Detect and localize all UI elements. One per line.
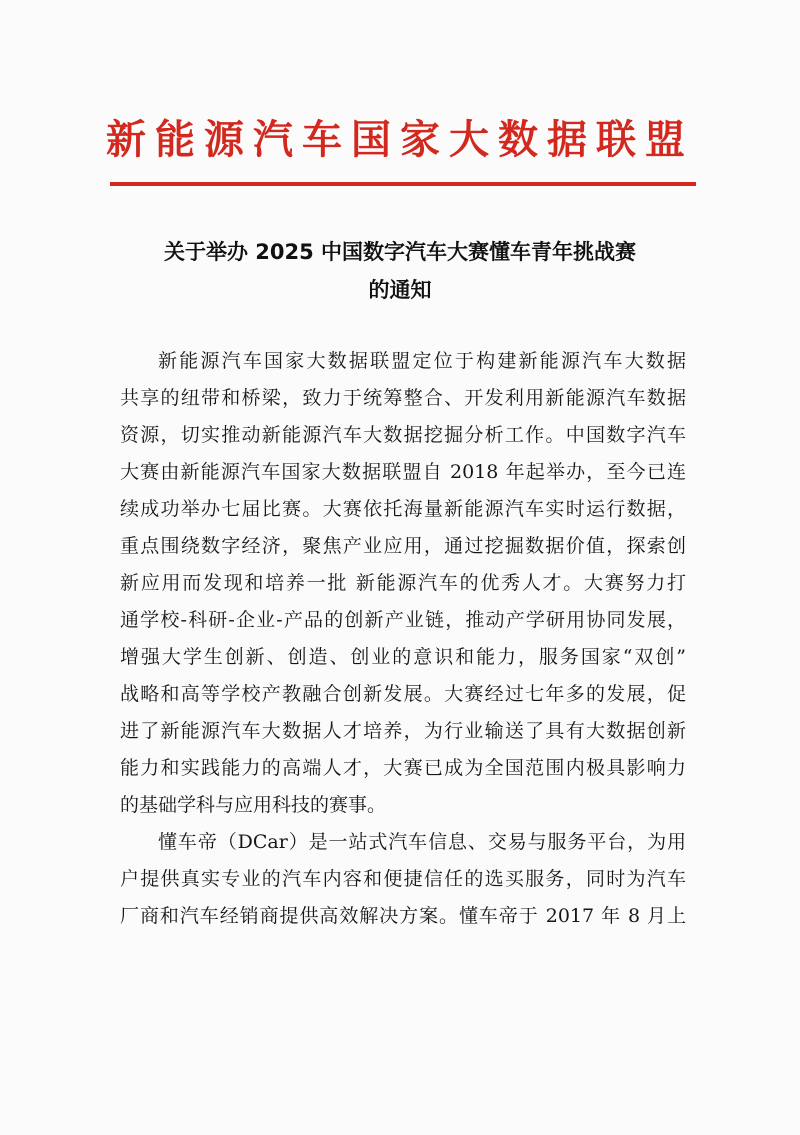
body-line: 能力和实践能力的高端人才，大赛已成为全国范围内极具影响力 xyxy=(120,757,686,779)
body-line: 新应用而发现和培养一批 新能源汽车的优秀人才。大赛努力打 xyxy=(120,572,686,594)
body-line: 进了新能源汽车大数据人才培养，为行业输送了具有大数据创新 xyxy=(120,720,686,742)
notice-title xyxy=(100,233,700,309)
body-line: 的基础学科与应用科技的赛事。 xyxy=(120,794,387,816)
notice-title-line: 的通知 xyxy=(368,278,432,302)
body-line: 厂商和汽车经销商提供高效解决方案。懂车帝于 2017 年 8 月上 xyxy=(120,905,686,927)
body-line: 户提供真实专业的汽车内容和便捷信任的选买服务，同时为汽车 xyxy=(120,868,686,890)
header-divider xyxy=(110,182,696,186)
body-line: 通学校-科研-企业-产品的创新产业链，推动产学研用协同发展， xyxy=(120,609,686,631)
body-line: 新能源汽车国家大数据联盟定位于构建新能源汽车大数据 xyxy=(158,350,686,372)
body-line: 续成功举办七届比赛。大赛依托海量新能源汽车实时运行数据， xyxy=(120,498,686,520)
body-line: 共享的纽带和桥梁，致力于统筹整合、开发利用新能源汽车数据 xyxy=(120,387,686,409)
notice-body xyxy=(120,343,686,935)
body-line: 资源，切实推动新能源汽车大数据挖掘分析工作。中国数字汽车 xyxy=(120,424,686,446)
body-line: 战略和高等学校产教融合创新发展。大赛经过七年多的发展，促 xyxy=(120,683,686,705)
notice-title-line: 关于举办 2025 中国数字汽车大赛懂车青年挑战赛 xyxy=(163,240,637,264)
body-line: 重点围绕数字经济，聚焦产业应用，通过挖掘数据价值，探索创 xyxy=(120,535,686,557)
body-line: 大赛由新能源汽车国家大数据联盟自 2018 年起举办，至今已连 xyxy=(120,461,686,483)
body-line: 增强大学生创新、创造、创业的意识和能力，服务国家“双创” xyxy=(120,646,686,668)
body-line: 懂车帝（DCar）是一站式汽车信息、交易与服务平台，为用 xyxy=(158,831,686,853)
organization-header: 新能源汽车国家大数据联盟 xyxy=(106,117,694,163)
